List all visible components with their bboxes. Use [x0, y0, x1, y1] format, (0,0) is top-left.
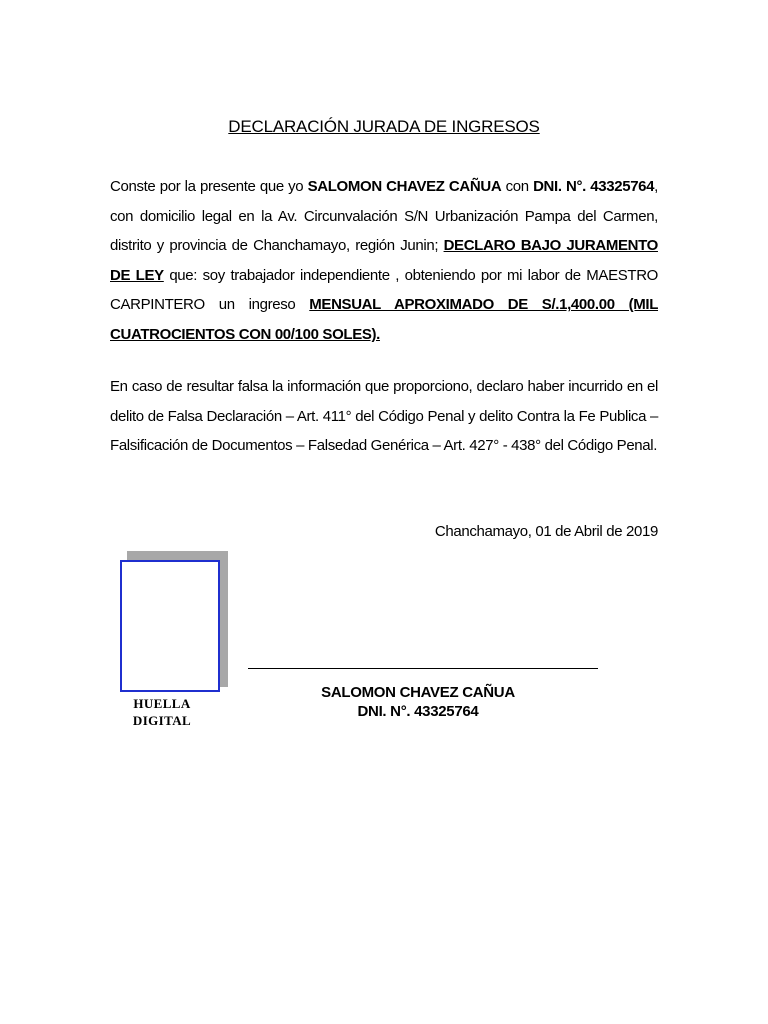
document-title: DECLARACIÓN JURADA DE INGRESOS — [228, 117, 540, 136]
paragraph1-text-3: , con domicilio legal en la Av. Circunvalación S/N Urbanización Pampa del Carmen, distrito y provincia de Chanchamayo, región Junin; — [110, 178, 658, 255]
declaration-paragraph — [110, 172, 658, 350]
signer-dni: DNI. N°. 43325764 — [357, 703, 479, 720]
place-date: Chanchamayo, 01 de Abril de 2019 — [434, 523, 658, 540]
paragraph1-text-2: con — [501, 178, 534, 195]
income-statement: MENSUAL APROXIMADO DE S/.1,400.00 (MIL CUATROCIENTOS CON 00/100 SOLES). — [110, 296, 659, 343]
fingerprint-label — [112, 695, 212, 729]
fingerprint-box — [120, 560, 220, 692]
signature-block — [248, 683, 588, 721]
fingerprint-label-line2: DIGITAL — [132, 713, 192, 728]
signature-line — [248, 668, 598, 669]
signer-name: SALOMON CHAVEZ CAÑUA — [321, 684, 515, 701]
declarant-dni: DNI. N°. 43325764 — [533, 178, 655, 195]
declarant-name: SALOMON CHAVEZ CAÑUA — [307, 178, 502, 195]
legal-warning-paragraph: En caso de resultar falsa la información que proporciono, declaro haber incurrido en el delito de Falsa Declaración – Art. 411° del Código Penal y delito Contra la Fe Publica – Falsificación de Documentos – Falsedad Genérica – Art. 427° - 438° del Código Penal. — [110, 378, 658, 455]
oath-statement: DECLARO BAJO JURAMENTO DE LEY — [110, 237, 658, 284]
fingerprint-label-line1: HUELLA — [133, 696, 191, 711]
paragraph1-text-1: Conste por la presente que yo — [110, 178, 308, 195]
paragraph1-text-4: que: soy trabajador independiente , obteniendo por mi labor de MAESTRO CARPINTERO un ingreso — [110, 266, 658, 314]
